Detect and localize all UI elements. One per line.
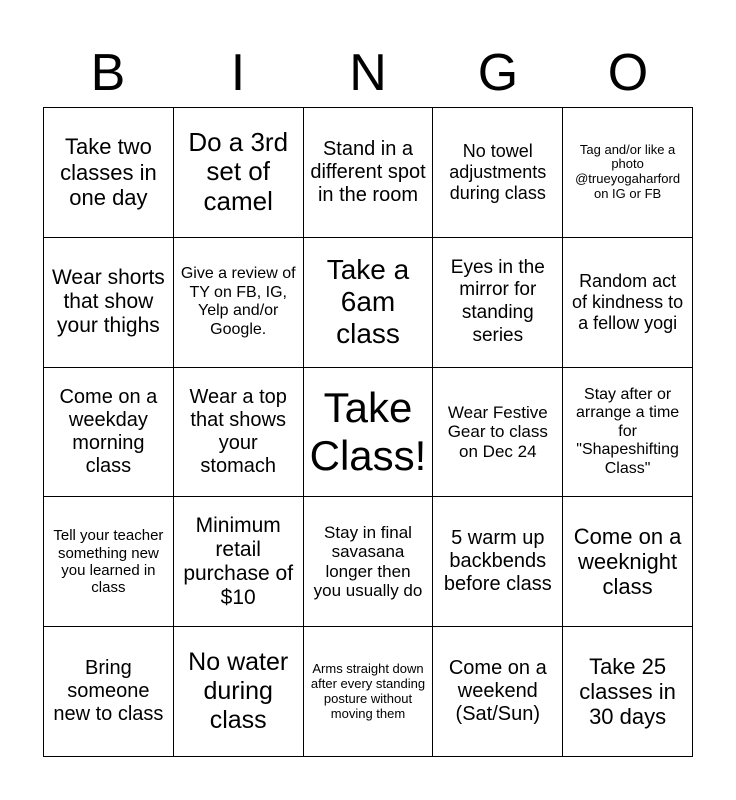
bingo-cell-15[interactable]: Stay after or arrange a time for "Shapeshifting Class" <box>563 368 693 498</box>
bingo-cell-7[interactable]: Give a review of TY on FB, IG, Yelp and/or Google. <box>174 238 304 368</box>
bingo-cell-25[interactable]: Take 25 classes in 30 days <box>563 627 693 757</box>
header-letter-b: B <box>90 44 126 102</box>
header-letter-g: G <box>477 44 519 102</box>
bingo-cell-14[interactable]: Wear Festive Gear to class on Dec 24 <box>433 368 563 498</box>
bingo-cell-24[interactable]: Come on a weekend (Sat/Sun) <box>433 627 563 757</box>
bingo-cell-22[interactable]: No water during class <box>174 627 304 757</box>
bingo-cell-16[interactable]: Tell your teacher something new you learned in class <box>44 497 174 627</box>
bingo-cell-6[interactable]: Wear shorts that show your thighs <box>44 238 174 368</box>
bingo-cell-17[interactable]: Minimum retail purchase of $10 <box>174 497 304 627</box>
bingo-cell-21[interactable]: Bring someone new to class <box>44 627 174 757</box>
header-letter-o: O <box>607 44 649 102</box>
header-letter-i: I <box>230 44 246 102</box>
bingo-cell-18[interactable]: Stay in final savasana longer then you usually do <box>304 497 434 627</box>
bingo-cell-23[interactable]: Arms straight down after every standing posture without moving them <box>304 627 434 757</box>
bingo-grid <box>43 107 693 757</box>
bingo-cell-9[interactable]: Eyes in the mirror for standing series <box>433 238 563 368</box>
header-letter-n: N <box>349 44 387 102</box>
bingo-cell-4[interactable]: No towel adjustments during class <box>433 108 563 238</box>
bingo-cell-8[interactable]: Take a 6am class <box>304 238 434 368</box>
bingo-cell-free[interactable]: Take Class! <box>304 368 434 498</box>
bingo-cell-12[interactable]: Wear a top that shows your stomach <box>174 368 304 498</box>
bingo-header <box>43 42 693 104</box>
bingo-cell-2[interactable]: Do a 3rd set of camel <box>174 108 304 238</box>
bingo-cell-11[interactable]: Come on a weekday morning class <box>44 368 174 498</box>
bingo-cell-10[interactable]: Random act of kindness to a fellow yogi <box>563 238 693 368</box>
bingo-cell-20[interactable]: Come on a weeknight class <box>563 497 693 627</box>
bingo-cell-3[interactable]: Stand in a different spot in the room <box>304 108 434 238</box>
bingo-cell-19[interactable]: 5 warm up backbends before class <box>433 497 563 627</box>
bingo-cell-5[interactable]: Tag and/or like a photo @trueyogaharford on IG or FB <box>563 108 693 238</box>
bingo-cell-1[interactable]: Take two classes in one day <box>44 108 174 238</box>
